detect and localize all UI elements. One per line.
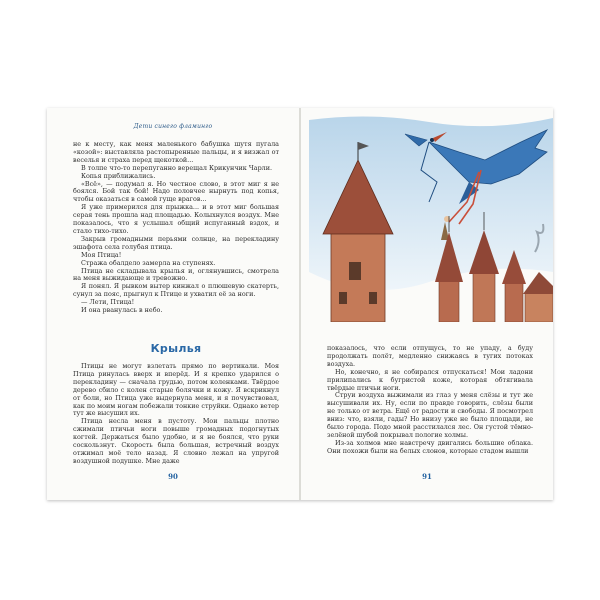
right-page bbox=[301, 108, 553, 500]
paragraph: Я уже примерился для прыжка... и в этот миг большая серая тень прошла над площадью. Колыхнулся воздух. Мне показалось, что я услышал общий испуганный вздох, и стало тихо-тихо. bbox=[73, 203, 279, 235]
paragraph: Струи воздуха выжимали из глаз у меня слёзы и тут же высушивали их. Ну, если по правде говорить, слёзы были не только от ветра. Ещё от радости и свободы. Я посмотрел вниз: что, взяли, гады? Но внизу уже не было площади, не было города. Подо мной расстилался лес. Он густой тёмно-зелёной шубой покрывал пологие холмы. bbox=[327, 391, 533, 439]
paragraph: Я понял. Я рывком вытер кинжал о плюшевую скатерть, сунул за пояс, прыгнул к Птице и ухватил её за ноги. bbox=[73, 282, 279, 299]
paragraph: — Лети, Птица! bbox=[81, 298, 135, 307]
paragraph: Моя Птица! bbox=[81, 250, 122, 259]
paragraph: Но, конечно, я не собирался отпускаться! Мои ладони прилипались к бугристой коже, которая обтягивала твёрдые птичьи ноги. bbox=[327, 367, 533, 392]
paragraph: Птицы не могут взлетать прямо по вертикали. Моя Птица ринулась вверх и вперёд. И я крепко ударился о перекладину — сначала грудью, потом коленками. Твёрдое дерево сбило с колен старые болячки и кожу. Я вскрикнул от боли, но Птица уже выдернула меня, и я почувствовал, как по моим ногам побежали тонкие струйки. Однако ветер тут же высушил их. bbox=[73, 362, 279, 418]
paragraph: показалось, что если отпущусь, то не упаду, а буду продолжать полёт, медленно снижаясь в тугих потоках воздуха. bbox=[327, 344, 533, 368]
paragraph: В толпе что-то перепуганно верещал Крикунчик Чарли. bbox=[81, 163, 273, 172]
illustration-bird-towers bbox=[309, 112, 553, 322]
paragraph: Птица не складывала крылья и, оглянувшись, смотрела на меня выжидающе и тревожно. bbox=[73, 266, 279, 283]
running-head: Дети синего фламинго bbox=[133, 123, 213, 130]
paragraph: Копья приближались. bbox=[81, 171, 156, 180]
left-page bbox=[47, 108, 299, 500]
chapter-title: Крылья bbox=[150, 342, 202, 355]
open-book bbox=[47, 108, 553, 500]
paragraph: Закрыв громадными перьями солнце, на перекладину эшафота села голубая птица. bbox=[73, 234, 279, 251]
left-text-bottom bbox=[73, 363, 279, 466]
page-number-right: 91 bbox=[422, 472, 432, 481]
paragraph: не к месту, как меня маленького бабушка шутя пугала «козой»: выставляла растопыренные пальцы, и я визжал от веселья и страха перед щекоткой... bbox=[73, 140, 279, 164]
page-number-left: 90 bbox=[168, 472, 178, 481]
right-text bbox=[327, 345, 533, 456]
paragraph: Стража обалдело замерла на ступенях. bbox=[81, 258, 216, 267]
left-text-top bbox=[73, 141, 279, 315]
paragraph: «Всё», — подумал я. Но честное слово, в этот миг я не боялся. Бой так бой! Надо половчее нырнуть под копья, чтобы оказаться в самой гуще врагов... bbox=[73, 179, 279, 204]
paragraph: И она рванулась в небо. bbox=[81, 306, 163, 315]
paragraph: Из-за холмов мне навстречу двигались большие облака. Они похожи были на белых слонов, которые стадом вышли bbox=[327, 438, 533, 455]
paragraph: Птица несла меня в пустоту. Мои пальцы плотно сжимали птичьи ноги повыше громадных подогнутых когтей. Держаться было удобно, и я не боялся, что руки соскользнут. Скорость была большая, встречный воздух отжимал моё тело назад. Я словно лежал на упругой воздушной подушке. Мне даже bbox=[73, 417, 279, 465]
